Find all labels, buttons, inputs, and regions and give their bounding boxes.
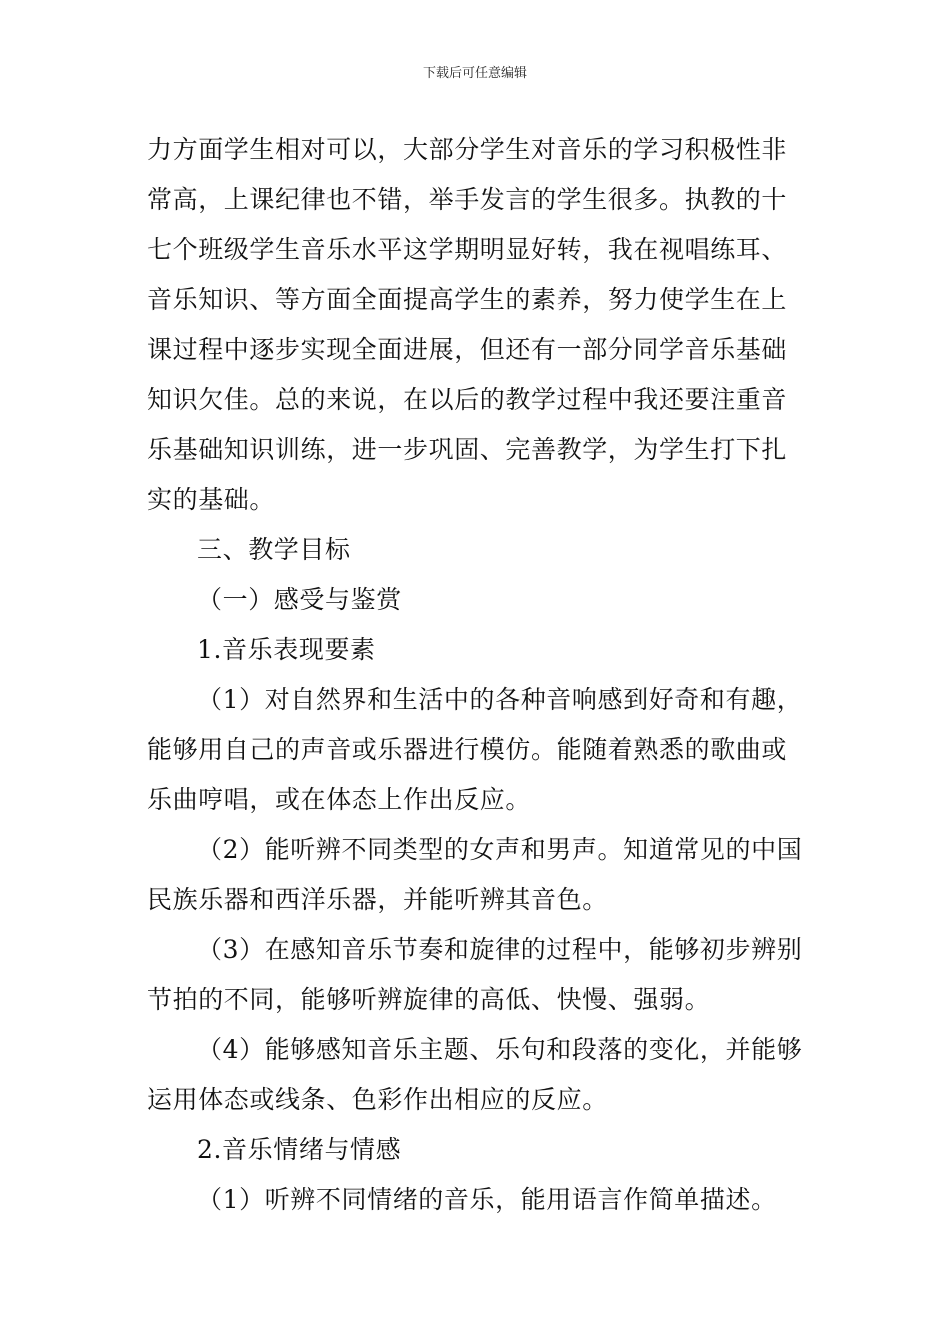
item-heading: 2.音乐情绪与情感	[197, 1135, 402, 1164]
text-line: 乐曲哼唱，或在体态上作出反应。	[147, 785, 532, 814]
text-line: 实的基础。	[147, 485, 276, 514]
text-line: （3）在感知音乐节奏和旋律的过程中，能够初步辨别	[197, 935, 803, 964]
text-line: 常高，上课纪律也不错，举手发言的学生很多。执教的十	[147, 185, 788, 214]
text-line: 能够用自己的声音或乐器进行模仿。能随着熟悉的歌曲或	[147, 735, 788, 764]
text-line: （4）能够感知音乐主题、乐句和段落的变化，并能够	[197, 1035, 803, 1064]
section-heading: 三、教学目标	[197, 535, 351, 564]
text-line: 课过程中逐步实现全面进展，但还有一部分同学音乐基础	[147, 335, 788, 364]
text-line: 力方面学生相对可以，大部分学生对音乐的学习积极性非	[147, 135, 788, 164]
subsection-heading: （一）感受与鉴赏	[197, 585, 402, 614]
text-line: 民族乐器和西洋乐器，并能听辨其音色。	[147, 885, 608, 914]
text-line: （2）能听辨不同类型的女声和男声。知道常见的中国	[197, 835, 803, 864]
text-line: 七个班级学生音乐水平这学期明显好转，我在视唱练耳、	[147, 235, 788, 264]
item-heading: 1.音乐表现要素	[197, 635, 376, 664]
text-line: 音乐知识、等方面全面提高学生的素养，努力使学生在上	[147, 285, 788, 314]
text-line: 节拍的不同，能够听辨旋律的高低、快慢、强弱。	[147, 985, 711, 1014]
text-line: 运用体态或线条、色彩作出相应的反应。	[147, 1085, 608, 1114]
text-line: 乐基础知识训练，进一步巩固、完善教学，为学生打下扎	[147, 435, 788, 464]
text-line: （1）对自然界和生活中的各种音响感到好奇和有趣，	[197, 685, 803, 714]
text-line: （1）听辨不同情绪的音乐，能用语言作简单描述。	[197, 1185, 777, 1214]
page-header: 下载后可任意编辑	[422, 66, 527, 81]
text-line: 知识欠佳。总的来说，在以后的教学过程中我还要注重音	[147, 385, 788, 414]
